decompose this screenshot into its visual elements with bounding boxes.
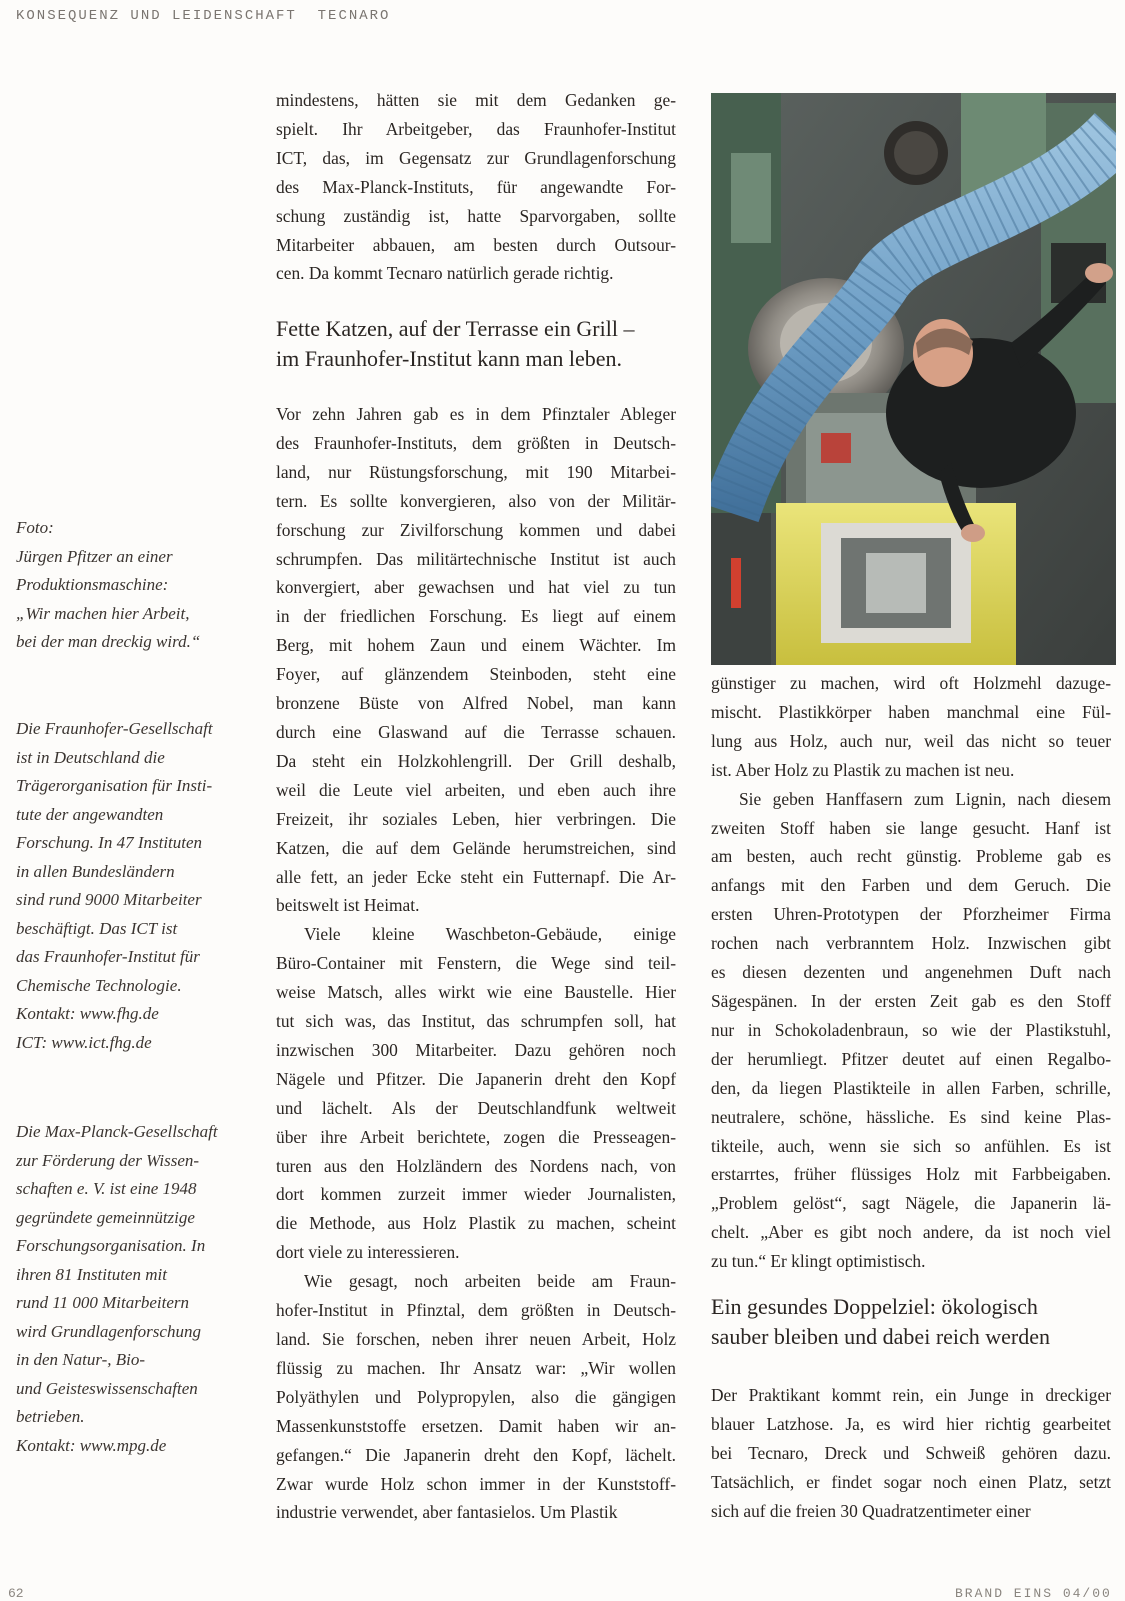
text-line: dort viele zu interessieren. [276,1242,460,1263]
text-line: Zwar wurde Holz schon immer in der Kunststoff- [276,1473,676,1494]
text-line: „Problem gelöst“, sagt Nägele, die Japanerin lä- [711,1193,1111,1214]
text-line: Forschung. In 47 Instituten [16,833,203,852]
text-line: Der Praktikant kommt rein, ein Junge in dreckiger [711,1385,1111,1405]
text-line: in den Natur-, Bio- [16,1350,146,1369]
text-line: der herumliegt. Pfitzer deutet auf einen Regalbo- [711,1048,1111,1069]
right-para-2 [711,785,1111,1276]
text-line: Wie gesagt, noch arbeiten beide am Fraun- [304,1271,676,1292]
middle-para-3 [276,1267,676,1527]
production-machine-photo [711,93,1116,665]
right-column-body [711,669,1111,1276]
fraunhofer-note [16,715,248,1057]
text-line: lung aus Holz, auch nur, weil das nicht so teuer [711,730,1111,751]
text-line: sich auf die freien 30 Quadratzentimeter einer [711,1500,1031,1521]
text-line: hofer-Institut in Pfinztal, dem größten in Deutsch- [276,1300,676,1321]
text-line: Forschungsorganisation. In [16,1236,206,1255]
text-line: am besten, auch recht günstig. Probleme gab es [711,846,1111,867]
text-line: Freizeit, ihr soziales Leben, hier verbringen. Die [276,808,676,829]
running-head: KONSEQUENZ UND LEIDENSCHAFT TECNARO [16,8,391,24]
text-line: Kontakt: www.mpg.de [16,1435,167,1455]
text-line: tikteile, auch, wenn sie sich so anfühlen. Es ist [711,1135,1111,1156]
text-line: über ihre Arbeit berichtete, zogen die Presseagen- [276,1126,676,1147]
text-line: rochen nach verbranntem Holz. Inzwischen gibt [711,933,1111,954]
text-line: alle fett, an jeder Ecke steht ein Futternapf. Die Ar- [276,866,676,887]
text-line: Produktionsmaschine: [16,575,169,594]
text-line: und Geisteswissenschaften [16,1378,198,1398]
middle-para-2 [276,920,676,1267]
text-line: land, nur Rüstungsforschung, mit 190 Mitarbei- [276,461,676,482]
text-line: Polyäthylen und Polypropylen, also die gängigen [276,1386,676,1407]
text-line: ihren 81 Instituten mit [16,1264,167,1284]
text-line: weil die Leute viel arbeiten, und eben auch ihre [276,779,676,800]
text-line: Die Fraunhofer-Gesellschaft [16,719,213,738]
text-line: anfangs mit den Farben und dem Geruch. Die [711,875,1111,896]
text-line: Vor zehn Jahren gab es in dem Pfinztaler Ableger [276,404,676,424]
text-line: durch eine Glaswand auf die Terrasse schauen. [276,721,676,742]
text-line: gefangen.“ Die Japanerin dreht den Kopf, lächelt. [276,1444,676,1465]
right-para-1 [711,669,1111,785]
text-line: spielt. Ihr Arbeitgeber, das Fraunhofer-Institut [276,118,676,139]
text-line: sauber bleiben und dabei reich werden [711,1324,1051,1349]
text-line: sind rund 9000 Mitarbeiter [16,890,202,909]
text-line: industrie verwendet, aber fantasielos. Um Plastik [276,1502,618,1523]
text-line: in allen Bundesländern [16,861,175,881]
text-line: land. Sie forschen, neben ihrer neuen Arbeit, Holz [276,1329,676,1349]
text-line: inzwischen 300 Mitarbeiter. Dazu gehören noch [276,1039,676,1060]
text-line: chelt. „Aber es gibt noch andere, da ist noch viel [711,1222,1111,1243]
text-line: beitswelt ist Heimat. [276,895,420,916]
text-line: Trägerorganisation für Insti- [16,776,213,795]
text-line: bronzene Büste von Alfred Nobel, man kann [276,693,676,714]
text-line: Die Max-Planck-Gesellschaft [16,1122,218,1141]
text-line: und lächelt. Als der Deutschlandfunk weltweit [276,1097,676,1118]
text-line: Katzen, die auf dem Gelände herumstreichen, sind [276,837,676,858]
text-line: weise Matsch, alles wirkt wie eine Baustelle. Hier [276,982,676,1003]
text-line: „Wir machen hier Arbeit, [16,603,190,623]
text-line: bei der man dreckig wird.“ [16,632,201,651]
middle-para-1 [276,400,676,920]
text-line: rund 11 000 Mitarbeitern [16,1293,189,1312]
text-line: Sägespänen. In der ersten Zeit gab es den Stoff [711,990,1111,1011]
text-line: schrumpfen. Das militärtechnische Institut ist auch [276,548,676,569]
text-line: es diesen dezenten und angenehmen Duft nach [711,962,1111,983]
middle-column-heading [276,314,634,374]
text-line: Tatsächlich, er findet sogar noch einen Platz, setzt [711,1471,1111,1492]
text-line: bei Tecnaro, Dreck und Schweiß gehören dazu. [711,1442,1111,1463]
photo-illustration [711,93,1116,665]
text-line: erstarrtes, früher flüssiges Holz mit Farbbeigaben. [711,1164,1111,1185]
text-line: beschäftigt. Das ICT ist [16,918,178,938]
text-line: ist. Aber Holz zu Plastik zu machen ist neu. [711,759,1015,780]
text-line: mischt. Plastikkörper haben manchmal eine Fül- [711,701,1111,722]
magazine-folio: BRAND EINS 04/00 [955,1586,1112,1601]
text-line: tute der angewandten [16,804,164,824]
text-line: tut sich was, das Institut, das schrumpfen soll, hat [276,1011,676,1032]
text-line: den, da liegen Plastikteile in allen Farben, schrille, [711,1077,1111,1098]
text-line: zweiten Stoff haben sie lange gesucht. Hanf ist [711,817,1111,838]
text-line: turen aus den Holzländern des Nordens nach, von [276,1155,676,1176]
text-line: Fette Katzen, auf der Terrasse ein Grill – [276,316,635,341]
text-line: Berg, mit hohem Zaun und einem Wächter. Im [276,635,676,656]
middle-column-intro [276,86,676,288]
text-line: mindestens, hätten sie mit dem Gedanken ge- [276,90,676,110]
text-line: schaften e. V. ist eine 1948 [16,1179,197,1198]
text-line: Büro-Container mit Fenstern, die Wege sind teil- [276,953,676,974]
text-line: die Methode, aus Holz Plastik zu machen, scheint [276,1213,676,1234]
text-line: betrieben. [16,1407,85,1426]
right-column-body-2 [711,1381,1111,1526]
right-column-heading [711,1292,1050,1352]
text-line: Foyer, auf glänzendem Steinboden, steht eine [276,664,676,685]
text-line: des Max-Planck-Instituts, für angewandte For- [276,176,676,197]
text-line: cen. Da kommt Tecnaro natürlich gerade richtig. [276,263,614,284]
text-line: ist in Deutschland die [16,747,165,767]
text-line: Viele kleine Waschbeton-Gebäude, einige [304,924,676,945]
text-line: Nägele und Pfitzer. Die Japanerin dreht den Kopf [276,1068,676,1089]
text-line: forschung zur Zivilforschung kommen und dabei [276,519,676,540]
text-line: Jürgen Pfitzer an einer [16,546,173,566]
page-number: 62 [8,1586,24,1601]
text-line: zur Förderung der Wissen- [16,1150,200,1170]
text-line: ICT, das, im Gegensatz zur Grundlagenforschung [276,147,676,168]
text-line: Foto: [16,518,54,537]
text-line: Mitarbeiter abbauen, am besten durch Outsour- [276,234,676,255]
text-line: Da steht ein Holzkohlengrill. Der Grill deshalb, [276,750,676,771]
text-line: Kontakt: www.fhg.de [16,1004,159,1023]
text-line: Chemische Technologie. [16,975,182,995]
text-line: des Fraunhofer-Instituts, dem größten in Deutsch- [276,432,676,453]
text-line: Ein gesundes Doppelziel: ökologisch [711,1294,1038,1319]
text-line: nur in Schokoladenbraun, so wie der Plastikstuhl, [711,1019,1111,1040]
text-line: neutralere, schöne, hässliche. Es sind keine Plas- [711,1106,1111,1127]
text-line: tern. Es sollte konvergieren, also von der Militär- [276,490,676,511]
photo-caption [16,514,248,657]
maxplanck-note [16,1118,248,1460]
text-line: Sie geben Hanffasern zum Lignin, nach diesem [739,788,1111,809]
text-line: ersten Uhren-Prototypen der Pforzheimer Firma [711,904,1111,925]
text-line: schung zuständig ist, hatte Sparvorgaben, sollte [276,205,676,226]
text-line: das Fraunhofer-Institut für [16,947,200,966]
text-line: im Fraunhofer-Institut kann man leben. [276,346,622,371]
text-line: günstiger zu machen, wird oft Holzmehl dazuge- [711,673,1111,693]
text-line: flüssig zu machen. Ihr Ansatz war: „Wir wollen [276,1357,676,1378]
text-line: gegründete gemeinnützige [16,1207,195,1227]
text-line: blauer Latzhose. Ja, es wird hier richtig gearbeitet [711,1413,1111,1434]
text-line: dort kommen zurzeit immer wieder Journalisten, [276,1184,676,1205]
text-line: in der friedlichen Forschung. Es liegt auf einem [276,606,676,627]
text-line: wird Grundlagenforschung [16,1321,201,1341]
text-line: ICT: www.ict.fhg.de [16,1032,152,1052]
middle-column-body [276,400,676,1527]
text-line: konvergiert, aber gewachsen und hat viel zu tun [276,577,676,598]
text-line: zu tun.“ Er klingt optimistisch. [711,1251,926,1272]
text-line: Massenkunststoffe ersetzen. Damit haben wir an- [276,1415,676,1436]
